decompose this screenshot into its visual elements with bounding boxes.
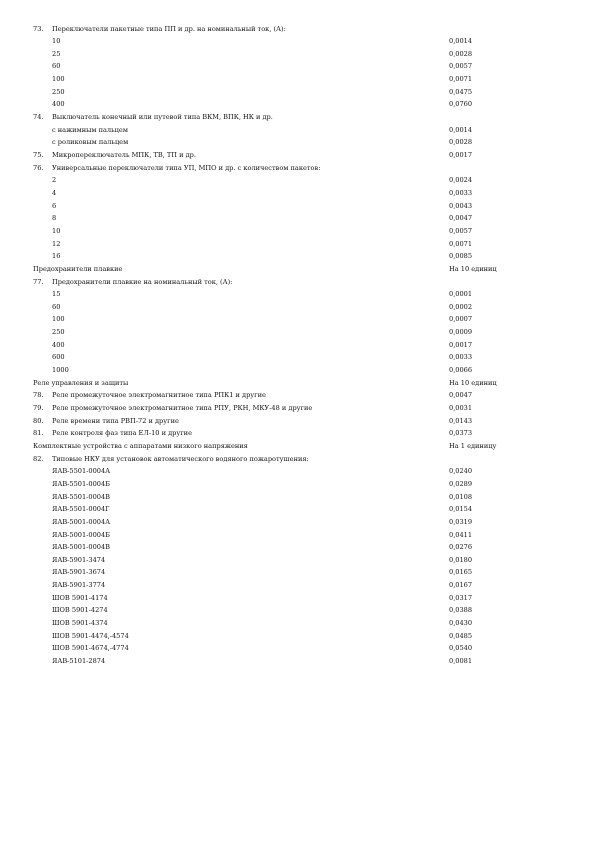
norm-value: 0,0319 <box>449 517 473 526</box>
norm-value: 0,0028 <box>449 138 473 147</box>
section-header-row <box>0 441 595 454</box>
subitem-row <box>0 352 595 365</box>
item-label: 2 <box>52 176 57 185</box>
subitem-row <box>0 340 595 353</box>
item-label: Выключатель конечный или путевой типа ВКМ, ВПК, НК и др. <box>52 113 273 122</box>
item-label: ЯАВ-5901-3774 <box>52 581 106 590</box>
subitem-row <box>0 239 595 252</box>
item-number: 78. <box>33 391 44 400</box>
item-label: Универсальные переключатели типа УП, МПО и др. с количеством пакетов: <box>52 163 321 172</box>
norm-value: 0,0033 <box>449 188 473 197</box>
item-label: 60 <box>52 302 61 311</box>
item-label: 12 <box>52 239 61 248</box>
unit-note: На 1 единицу <box>449 441 497 450</box>
norm-value: 0,0485 <box>449 631 473 640</box>
subitem-row <box>0 504 595 517</box>
item-row <box>0 112 595 125</box>
item-label: 4 <box>52 188 57 197</box>
item-label: 600 <box>52 353 65 362</box>
norm-value: 0,0014 <box>449 37 473 46</box>
item-label: Предохранители плавкие на номинальный ток, (А): <box>52 277 233 286</box>
norm-value: 0,0007 <box>449 315 473 324</box>
norm-value: 0,0317 <box>449 593 473 602</box>
item-label: 400 <box>52 100 65 109</box>
subitem-row <box>0 314 595 327</box>
subitem-row <box>0 656 595 669</box>
item-label: 8 <box>52 214 57 223</box>
subitem-row <box>0 99 595 112</box>
item-label: ЯАВ-5501-0004В <box>52 492 111 501</box>
item-label: 100 <box>52 75 65 84</box>
norm-value: 0,0276 <box>449 543 473 552</box>
unit-note: На 10 единиц <box>449 378 497 387</box>
subitem-row <box>0 517 595 530</box>
norm-value: 0,0017 <box>449 340 473 349</box>
norm-value: 0,0180 <box>449 555 473 564</box>
item-number: 75. <box>33 151 44 159</box>
item-label: Типовые НКУ для установок автоматического водяного пожаротушения: <box>52 454 309 463</box>
item-label: ШОВ 5901-4274 <box>52 606 108 615</box>
norm-value: 0,0081 <box>449 657 473 665</box>
subitem-row <box>0 49 595 62</box>
item-label: ЯАВ-5101-2874 <box>52 657 106 665</box>
subitem-row <box>0 251 595 264</box>
item-row <box>0 277 595 290</box>
norm-value: 0,0057 <box>449 226 473 235</box>
subitem-row <box>0 125 595 138</box>
subitem-row <box>0 466 595 479</box>
item-row <box>0 150 595 163</box>
item-row <box>0 390 595 403</box>
item-label: 16 <box>52 252 61 261</box>
item-number: 81. <box>33 429 44 438</box>
item-number: 80. <box>33 416 44 425</box>
subitem-row <box>0 605 595 618</box>
item-label: 250 <box>52 87 65 96</box>
item-label: ШОВ 5901-4174 <box>52 593 108 602</box>
item-row <box>0 416 595 429</box>
section-title: Предохранители плавкие <box>33 264 123 273</box>
subitem-row <box>0 555 595 568</box>
item-label: 1000 <box>52 366 69 375</box>
subitem-row <box>0 201 595 214</box>
subitem-row <box>0 289 595 302</box>
subitem-row <box>0 479 595 492</box>
subitem-row <box>0 226 595 239</box>
norm-value: 0,0475 <box>449 87 473 96</box>
item-number: 76. <box>33 163 44 172</box>
norm-value: 0,0001 <box>449 290 473 299</box>
subitem-row <box>0 175 595 188</box>
norm-value: 0,0002 <box>449 302 473 311</box>
norm-value: 0,0165 <box>449 568 473 577</box>
norm-value: 0,0014 <box>449 125 473 134</box>
item-label: ШОВ 5901-4474,-4574 <box>52 631 129 640</box>
norm-value: 0,0411 <box>449 530 473 539</box>
subitem-row <box>0 593 595 606</box>
norm-value: 0,0066 <box>449 366 473 375</box>
norm-value: 0,0240 <box>449 467 473 476</box>
norm-value: 0,0047 <box>449 391 473 400</box>
item-row <box>0 163 595 176</box>
norm-value: 0,0028 <box>449 49 473 58</box>
section-header-row <box>0 264 595 277</box>
item-label: Реле промежуточное электромагнитное типа РПК1 и другие <box>52 391 266 400</box>
subitem-row <box>0 618 595 631</box>
item-label: 250 <box>52 328 65 337</box>
item-label: ЯАВ-5901-3674 <box>52 568 106 577</box>
section-header-row <box>0 378 595 391</box>
subitem-row <box>0 36 595 49</box>
norm-value: 0,0167 <box>449 581 473 590</box>
norm-value: 0,0388 <box>449 606 473 615</box>
item-label: ЯАВ-5501-0004Б <box>52 479 111 488</box>
item-label: ШОВ 5901-4674,-4774 <box>52 644 129 653</box>
item-number: 74. <box>33 113 44 122</box>
subitem-row <box>0 643 595 656</box>
item-row <box>0 24 595 37</box>
norm-value: 0,0430 <box>449 619 473 628</box>
item-label: ЯАВ-5001-0004Б <box>52 530 111 539</box>
subitem-row <box>0 542 595 555</box>
norm-value: 0,0071 <box>449 75 473 84</box>
norm-value: 0,0143 <box>449 416 473 425</box>
subitem-row <box>0 631 595 644</box>
item-label: 10 <box>52 37 61 46</box>
item-label: ЯАВ-5001-0004В <box>52 543 111 552</box>
item-label: Реле промежуточное электромагнитное типа РПУ, РКН, МКУ-48 и другие <box>52 404 313 412</box>
item-row <box>0 403 595 416</box>
norm-value: 0,0047 <box>449 214 473 223</box>
item-label: ЯАВ-5501-0004А <box>52 467 111 476</box>
item-row <box>0 454 595 467</box>
norm-value: 0,0017 <box>449 151 473 159</box>
norm-value: 0,0108 <box>449 492 473 501</box>
unit-note: На 10 единиц <box>449 264 497 273</box>
subitem-row <box>0 567 595 580</box>
norm-value: 0,0033 <box>449 353 473 362</box>
subitem-row <box>0 87 595 100</box>
item-label: 60 <box>52 62 61 71</box>
norm-value: 0,0009 <box>449 328 473 337</box>
norm-value: 0,0540 <box>449 644 473 653</box>
norm-value: 0,0071 <box>449 239 473 248</box>
norm-value: 0,0057 <box>449 62 473 71</box>
subitem-row <box>0 74 595 87</box>
subitem-row <box>0 137 595 150</box>
norm-value: 0,0373 <box>449 429 473 438</box>
item-label: ЯАВ-5501-0004Г <box>52 505 110 514</box>
item-label: 10 <box>52 226 61 235</box>
item-label: Реле времени типа РВП-72 и другие <box>52 416 179 425</box>
item-label: 15 <box>52 290 61 299</box>
subitem-row <box>0 302 595 315</box>
section-title: Комплектные устройства с аппаратами низкого напряжения <box>33 441 248 450</box>
subitem-row <box>0 365 595 378</box>
item-number: 77. <box>33 277 44 286</box>
norm-value: 0,0043 <box>449 201 473 210</box>
subitem-row <box>0 213 595 226</box>
item-label: 25 <box>52 49 61 58</box>
item-label: Реле контроля фаз типа ЕЛ-10 и другие <box>52 429 192 438</box>
norm-value: 0,0024 <box>449 176 473 185</box>
norm-value: 0,0760 <box>449 100 473 109</box>
item-label: с роликовым пальцем <box>52 138 129 147</box>
item-number: 73. <box>33 24 44 33</box>
item-label: 6 <box>52 201 57 210</box>
norm-value: 0,0085 <box>449 252 473 261</box>
item-label: с нажимным пальцем <box>52 125 128 134</box>
norm-value: 0,0031 <box>449 404 473 412</box>
item-label: ЯАВ-5001-0004А <box>52 517 111 526</box>
item-label: 400 <box>52 340 65 349</box>
subitem-row <box>0 188 595 201</box>
item-label: ЯАВ-5901-3474 <box>52 555 106 564</box>
subitem-row <box>0 61 595 74</box>
subitem-row <box>0 530 595 543</box>
item-row <box>0 428 595 441</box>
item-label: Переключатели пакетные типа ПП и др. на номинальный ток, (А): <box>52 24 286 33</box>
norm-value: 0,0289 <box>449 479 473 488</box>
section-title: Реле управления и защиты <box>33 378 129 387</box>
item-label: 100 <box>52 315 65 324</box>
subitem-row <box>0 580 595 593</box>
item-number: 82. <box>33 454 44 463</box>
subitem-row <box>0 492 595 505</box>
item-label: ШОВ 5901-4374 <box>52 619 108 628</box>
subitem-row <box>0 327 595 340</box>
item-label: Микропереключатель МПК, ТВ, ТП и др. <box>52 151 196 159</box>
item-number: 79. <box>33 404 44 412</box>
norm-value: 0,0154 <box>449 505 473 514</box>
